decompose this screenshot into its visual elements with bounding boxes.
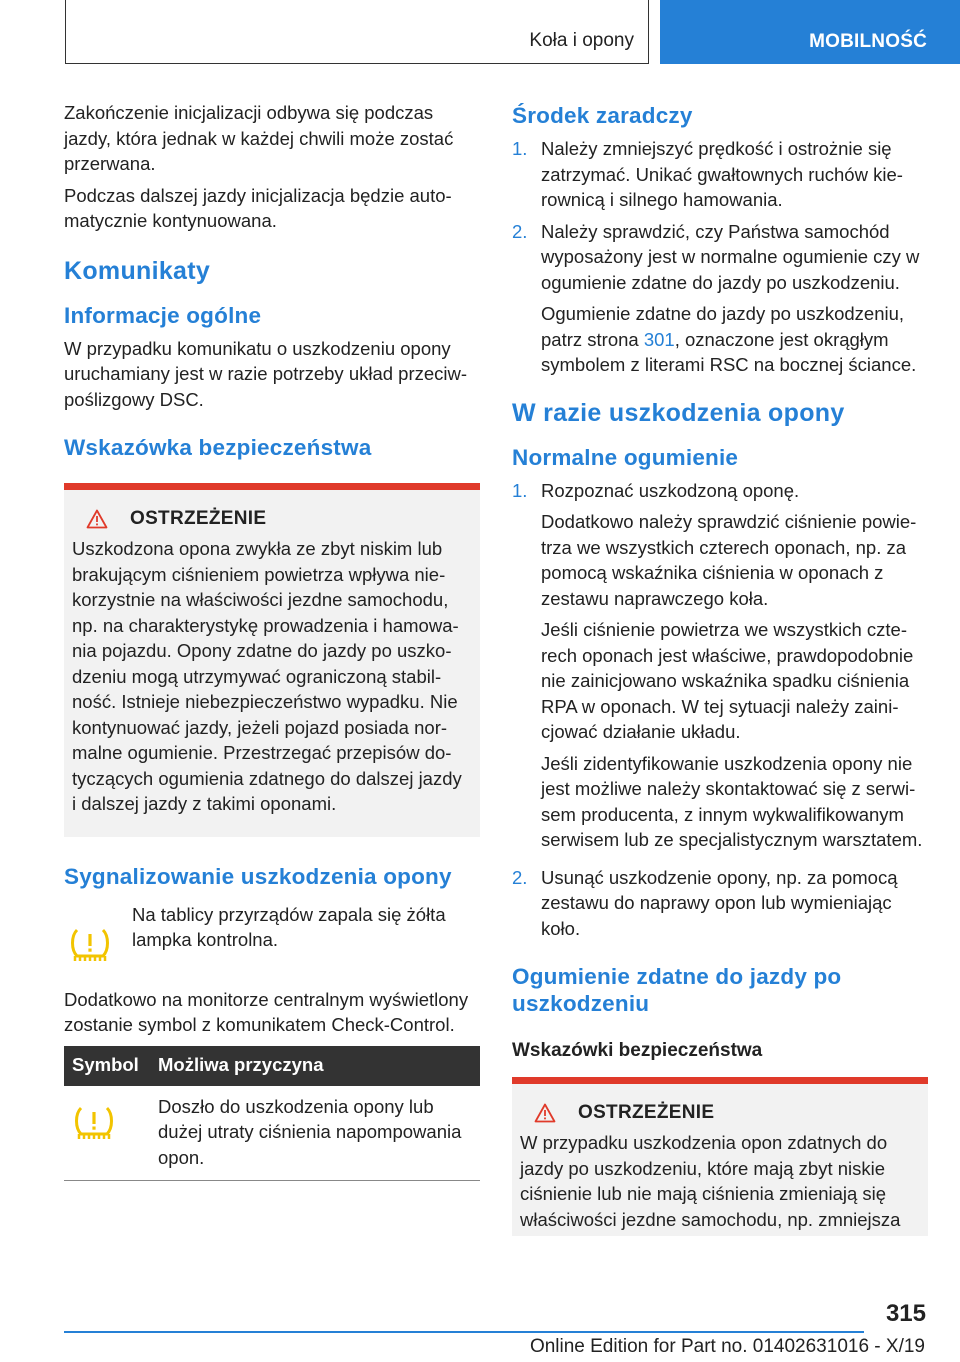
table-row (64, 1086, 480, 1181)
step-body (541, 219, 928, 384)
step-paragraph: Jeśli ciśnienie powietrza we wszystkich czterech oponach jest właściwe, prawdopodobnie nie zainicjowano wskaźnika spadku ciśnienia RPA w oponach. W tej sytuacji należy zainicjować działanie układu. (541, 619, 914, 742)
indicator-text: Na tablicy przyrządów zapala się żółta lampka kontrolna. (132, 903, 446, 950)
tire-pressure-warning-icon (72, 1125, 116, 1146)
heading-komunikaty: Komunikaty (64, 256, 211, 285)
step-paragraph: Dodatkowo należy sprawdzić ciśnienie powietrza we wszystkich czterech oponach, np. za pomocą wskaźnika ciśnienia w oponach z zestawu naprawczego koła. (541, 511, 917, 609)
step-number: 1. (512, 138, 528, 159)
step-number: 2. (512, 220, 528, 242)
heading-run-flat-safety: Wskazówki bezpieczeństwa (512, 1040, 763, 1061)
warning-title (72, 508, 470, 530)
table-header-row (64, 1046, 480, 1086)
page-link-301[interactable]: 301 (643, 328, 675, 350)
col-cause: Możliwa przyczyna (150, 1046, 480, 1086)
rsc-text-before: Ogumienie zdatne do jazdy po uszkodzeniu, patrz strona (541, 303, 905, 350)
list-item (512, 136, 928, 213)
heading-normal-tires: Normalne ogumienie (512, 444, 739, 470)
warning-triangle-icon (534, 1103, 556, 1123)
rsc-paragraph (541, 301, 928, 378)
list-item (512, 219, 928, 384)
warning-text: W przypadku uszkodzenia opon zdatnych do jazdy po uszkodzeniu, które mają zbyt niskie ciśnienie lub nie mają ciśnienia zmieniają się właściwości jezdne samochodu, np. zmniejsza (520, 1132, 901, 1230)
remedy-steps (512, 136, 928, 384)
list-item (512, 478, 928, 859)
heading-run-flat: Ogumienie zdatne do jazdy po uszkodzeniu (512, 964, 842, 1016)
general-info-paragraph: W przypadku komunikatu o uszkodzeniu opony uruchamiany jest w razie potrzeby układ przeciwpoślizgowy DSC. (64, 337, 468, 410)
warning-triangle-icon (86, 509, 108, 529)
warning-title (520, 1102, 918, 1124)
chapter-tab[interactable] (660, 0, 960, 64)
right-column (512, 100, 928, 1236)
symbol-table (64, 1046, 480, 1182)
heading-signalling: Sygnalizowanie uszkodzenia opony (64, 863, 452, 889)
heading-remedy: Środek zaradczy (512, 103, 693, 128)
col-symbol: Symbol (64, 1046, 150, 1086)
normal-tire-steps (512, 478, 928, 942)
warning-box-run-flat (512, 1077, 928, 1236)
chapter-title: MOBILNOŚĆ (809, 31, 927, 52)
monitor-paragraph: Dodatkowo na monitorze centralnym wyświetlony zostanie symbol z komunikatem Check-Control. (64, 988, 469, 1035)
intro-paragraph-2: Podczas dalszej jazdy inicjalizacja będzie automatycznie kontynuowana. (64, 184, 452, 231)
step-body (541, 478, 928, 859)
table-cause-cell: Doszło do uszkodzenia opony lub dużej utraty ciśnienia napompowania opon. (150, 1086, 480, 1181)
edition-note: Online Edition for Part no. 01402631016 - X/19 (529, 1336, 925, 1357)
step-text: Usunąć uszkodzenie opony, np. za pomocą zestawu do naprawy opon lub wymieniając koło. (541, 866, 898, 939)
list-item (512, 865, 928, 942)
indicator-row (64, 902, 480, 969)
step-text: Należy sprawdzić, czy Państwa samochód wyposażony jest w normalne ogumienie czy w ogumienie zdatne do jazdy po uszkodzeniu. (541, 220, 920, 293)
warning-label: OSTRZEŻENIE (130, 508, 267, 529)
step-text: Rozpoznać uszkodzoną oponę. (541, 479, 800, 501)
intro-paragraph-1: Zakończenie inicjalizacji odbywa się podczas jazdy, która jednak w każdej chwili może zostać przerwana. (64, 102, 454, 174)
step-paragraph: Jeśli zidentyfikowanie uszkodzenia opony nie jest możliwe należy skontaktować się z serwisem producenta, z innym wykwalifikowanym serwisem lub ze specjalistycznym warsztatem. (541, 752, 923, 850)
warning-label: OSTRZEŻENIE (578, 1102, 715, 1123)
left-column (64, 100, 480, 1181)
heading-safety-note: Wskazówka bezpieczeństwa (64, 435, 372, 460)
heading-tire-damage: W razie uszkodzenia opony (512, 398, 845, 427)
page-number: 315 (885, 1300, 926, 1327)
page-header (0, 0, 960, 66)
footer-divider (64, 1331, 864, 1333)
warning-box (64, 483, 480, 837)
step-number: 2. (512, 866, 528, 888)
section-tab[interactable] (65, 0, 649, 64)
step-text: Należy zmniejszyć prędkość i ostrożnie się zatrzymać. Unikać gwałtownych ruchów kierownicą i silnego hamowania. (541, 138, 903, 210)
section-title: Koła i opony (529, 30, 634, 51)
tire-pressure-warning-icon (64, 902, 132, 969)
table-symbol-cell (64, 1086, 150, 1181)
heading-general-info: Informacje ogólne (64, 302, 262, 328)
warning-text: Uszkodzona opona zwykła ze zbyt niskim lub brakującym ciśnieniem powietrza wpływa niekorzystnie na właściwości jezdne samochodu, np. na charakterystykę prowadzenia i hamowania pojazdu. Opony zdatne do jazdy po uszkodzeniu mogą utrzymywać ograniczoną stabilność. Istnieje niebezpieczeństwo wypadku. Nie kontynuować jazdy, jeżeli pojazd posiada normalne ogumienie. Przestrzegać przepisów dotyczących ogumienia zdatnego do dalszej jazdy i dalszej jazdy z takimi oponami. (72, 538, 462, 814)
step-number: 1. (512, 479, 528, 501)
rsc-text-after: , oznaczone jest okrągłym symbolem z literami RSC na bocznej ściance. (541, 328, 917, 375)
